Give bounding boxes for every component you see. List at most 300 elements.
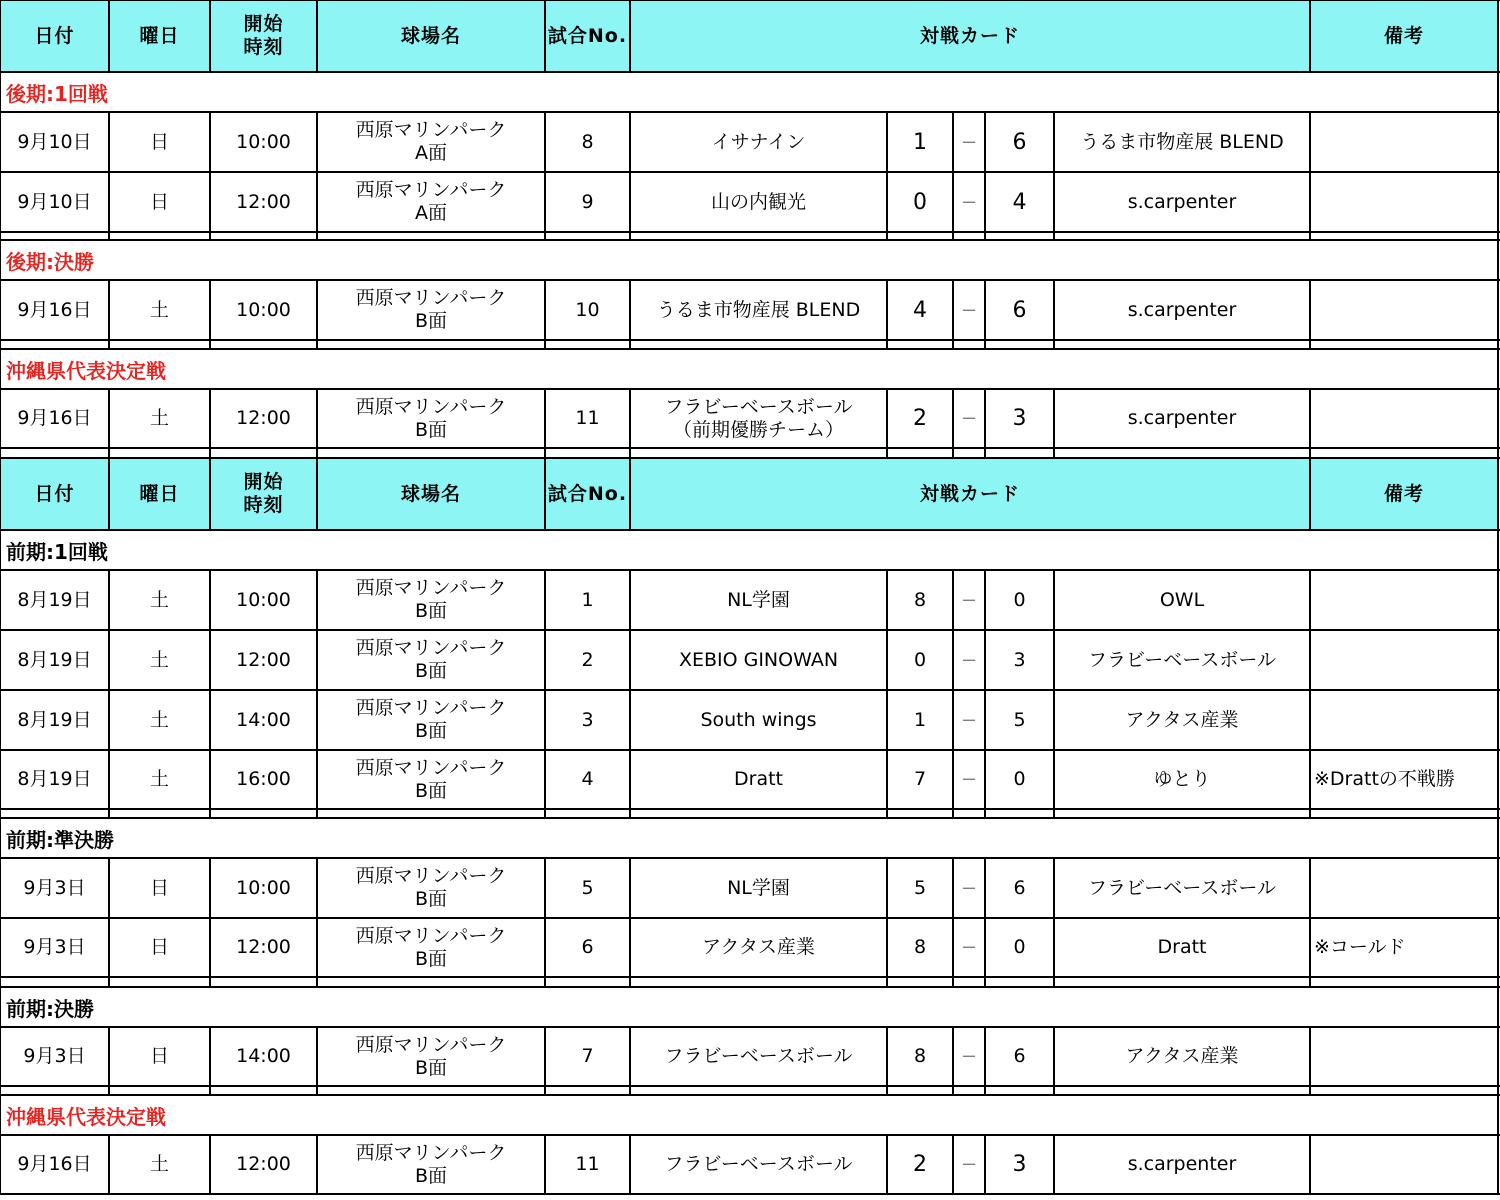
grid-line bbox=[629, 1135, 631, 1194]
grid-line bbox=[108, 458, 110, 530]
score2-cell: 5 bbox=[1013, 708, 1026, 731]
venue-cell: 西原マリンパーク B面 bbox=[355, 395, 507, 441]
score-dash: － bbox=[960, 192, 977, 212]
grid-line bbox=[629, 750, 631, 809]
grid-line bbox=[984, 1135, 986, 1194]
grid-line bbox=[952, 172, 954, 232]
venue-cell: 西原マリンパーク B面 bbox=[355, 697, 507, 742]
team1-cell: アクタス産業 bbox=[701, 936, 816, 958]
grid-line bbox=[0, 1193, 1500, 1195]
date-cell: 8月19日 bbox=[17, 768, 92, 790]
grid-line bbox=[0, 240, 1, 280]
grid-line bbox=[544, 918, 546, 977]
note-cell bbox=[1310, 112, 1500, 172]
time-cell: 14:00 bbox=[236, 1045, 291, 1067]
grid-line bbox=[952, 570, 954, 630]
grid-line bbox=[886, 1027, 888, 1086]
time-cell: 10:00 bbox=[236, 588, 291, 611]
grid-line bbox=[952, 630, 954, 690]
grid-line bbox=[108, 280, 110, 340]
grid-line bbox=[209, 630, 211, 690]
match-no-cell: 2 bbox=[581, 648, 594, 671]
grid-line bbox=[0, 172, 1, 232]
score1-cell: 7 bbox=[913, 768, 927, 790]
grid-line bbox=[952, 280, 954, 340]
venue-cell: 西原マリンパーク B面 bbox=[355, 637, 507, 682]
grid-line bbox=[1497, 458, 1499, 530]
weekday-cell: 土 bbox=[149, 708, 169, 731]
score1-cell: 0 bbox=[913, 648, 927, 671]
grid-line bbox=[316, 389, 318, 448]
team1-cell: イサナイン bbox=[711, 130, 806, 153]
grid-line bbox=[629, 690, 631, 750]
grid-line bbox=[0, 231, 1500, 233]
grid-line bbox=[1053, 112, 1055, 172]
venue-cell: 西原マリンパーク B面 bbox=[355, 924, 507, 970]
team2-cell: Dratt bbox=[1157, 936, 1207, 958]
time-cell: 12:00 bbox=[236, 936, 291, 958]
grid-line bbox=[0, 339, 1500, 341]
grid-line bbox=[209, 1135, 211, 1194]
venue-cell: 西原マリンパーク A面 bbox=[355, 119, 507, 164]
grid-line bbox=[209, 389, 211, 448]
grid-line bbox=[316, 630, 318, 690]
date-cell: 8月19日 bbox=[17, 648, 92, 671]
score2-cell: 6 bbox=[1013, 1045, 1026, 1067]
grid-line bbox=[629, 458, 631, 530]
grid-line bbox=[1053, 630, 1055, 690]
grid-line bbox=[1309, 690, 1311, 750]
grid-line bbox=[1497, 112, 1499, 172]
venue-cell: 西原マリンパーク B面 bbox=[355, 1033, 507, 1079]
grid-line bbox=[0, 0, 1, 72]
grid-line bbox=[209, 918, 211, 977]
match-no-cell: 6 bbox=[581, 936, 594, 958]
grid-line bbox=[0, 1027, 1, 1086]
grid-line bbox=[0, 239, 1500, 241]
team2-cell: OWL bbox=[1159, 588, 1205, 611]
venue-cell: 西原マリンパーク A面 bbox=[355, 179, 507, 224]
score1-cell: 1 bbox=[913, 708, 927, 731]
grid-line bbox=[984, 1027, 986, 1086]
weekday-cell: 日 bbox=[149, 876, 169, 899]
grid-line bbox=[544, 0, 546, 72]
score-dash: － bbox=[960, 770, 977, 789]
score-dash: － bbox=[960, 1155, 977, 1174]
score2-cell: 6 bbox=[1012, 297, 1027, 323]
grid-line bbox=[544, 389, 546, 448]
score-dash: － bbox=[960, 878, 977, 898]
grid-line bbox=[952, 389, 954, 448]
section-title: 前期:1回戦 bbox=[6, 539, 108, 564]
grid-line bbox=[0, 447, 1500, 449]
grid-line bbox=[209, 280, 211, 340]
grid-line bbox=[108, 1135, 110, 1194]
header-notes: 備考 bbox=[1383, 482, 1424, 505]
team1-cell: Dratt bbox=[734, 768, 783, 790]
grid-line bbox=[1309, 1027, 1311, 1086]
grid-line bbox=[209, 0, 211, 72]
grid-line bbox=[0, 918, 1, 977]
grid-line bbox=[1309, 918, 1311, 977]
grid-line bbox=[0, 570, 1, 630]
score2-cell: 0 bbox=[1013, 936, 1026, 958]
score2-cell: 6 bbox=[1013, 876, 1026, 899]
section-title: 沖縄県代表決定戦 bbox=[6, 1104, 166, 1129]
grid-line bbox=[1497, 1135, 1499, 1194]
grid-line bbox=[984, 750, 986, 809]
grid-line bbox=[0, 530, 1, 570]
grid-line bbox=[952, 112, 954, 172]
team1-cell: XEBIO GINOWAN bbox=[678, 648, 839, 671]
grid-line bbox=[886, 172, 888, 232]
grid-line bbox=[1309, 630, 1311, 690]
score2-cell: 6 bbox=[1012, 129, 1027, 155]
grid-line bbox=[1497, 0, 1499, 72]
grid-line bbox=[1497, 630, 1499, 690]
note-cell bbox=[1310, 389, 1500, 448]
grid-line bbox=[544, 858, 546, 918]
note-cell bbox=[1310, 1027, 1500, 1086]
note-cell bbox=[1310, 630, 1500, 690]
grid-line bbox=[316, 280, 318, 340]
match-no-cell: 11 bbox=[575, 407, 600, 429]
team2-cell: s.carpenter bbox=[1127, 407, 1237, 429]
grid-line bbox=[544, 1027, 546, 1086]
grid-line bbox=[1053, 918, 1055, 977]
grid-line bbox=[984, 630, 986, 690]
grid-line bbox=[952, 858, 954, 918]
note-cell bbox=[1310, 172, 1500, 232]
grid-line bbox=[1309, 112, 1311, 172]
weekday-cell: 日 bbox=[149, 1045, 169, 1067]
weekday-cell: 土 bbox=[149, 768, 169, 790]
grid-line bbox=[316, 172, 318, 232]
grid-line bbox=[1497, 240, 1499, 280]
date-cell: 9月3日 bbox=[23, 936, 86, 958]
grid-line bbox=[316, 858, 318, 918]
grid-line bbox=[0, 349, 1, 389]
grid-line bbox=[1309, 172, 1311, 232]
team2-cell: s.carpenter bbox=[1127, 298, 1237, 321]
grid-line bbox=[952, 1027, 954, 1086]
grid-line bbox=[1309, 389, 1311, 448]
grid-line bbox=[1309, 0, 1311, 72]
grid-line bbox=[1309, 1135, 1311, 1194]
match-no-cell: 10 bbox=[575, 298, 600, 321]
score2-cell: 3 bbox=[1013, 648, 1026, 671]
header-venue: 球場名 bbox=[400, 482, 461, 505]
grid-line bbox=[952, 690, 954, 750]
grid-line bbox=[316, 0, 318, 72]
score1-cell: 8 bbox=[913, 588, 927, 611]
grid-line bbox=[1497, 530, 1499, 570]
grid-line bbox=[544, 690, 546, 750]
score-dash: － bbox=[960, 300, 977, 320]
grid-line bbox=[1497, 750, 1499, 809]
grid-line bbox=[1497, 172, 1499, 232]
grid-line bbox=[886, 1135, 888, 1194]
match-no-cell: 3 bbox=[581, 708, 594, 731]
match-no-cell: 9 bbox=[581, 190, 594, 213]
team1-cell: フラビーベースボール （前期優勝チーム） bbox=[664, 395, 853, 441]
header-match-no: 試合No. bbox=[547, 482, 628, 505]
team1-cell: フラビーベースボール bbox=[664, 1153, 853, 1175]
grid-line bbox=[1497, 280, 1499, 340]
score1-cell: 2 bbox=[913, 1152, 927, 1177]
date-cell: 8月19日 bbox=[17, 588, 92, 611]
grid-line bbox=[0, 529, 1500, 531]
grid-line bbox=[209, 458, 211, 530]
grid-line bbox=[1309, 458, 1311, 530]
note-cell: ※コールド bbox=[1314, 936, 1406, 958]
header-notes: 備考 bbox=[1383, 24, 1424, 47]
grid-line bbox=[1497, 918, 1499, 977]
grid-line bbox=[984, 918, 986, 977]
venue-cell: 西原マリンパーク B面 bbox=[355, 756, 507, 802]
team2-cell: ゆとり bbox=[1153, 768, 1211, 790]
team1-cell: うるま市物産展 BLEND bbox=[656, 298, 861, 321]
grid-line bbox=[0, 1085, 1500, 1087]
match-no-cell: 11 bbox=[575, 1153, 600, 1175]
venue-cell: 西原マリンパーク B面 bbox=[355, 1141, 507, 1187]
grid-line bbox=[1497, 818, 1499, 858]
grid-line bbox=[0, 630, 1, 690]
grid-line bbox=[0, 690, 1, 750]
time-cell: 10:00 bbox=[236, 876, 291, 899]
score-dash: － bbox=[960, 710, 977, 730]
grid-line bbox=[1053, 690, 1055, 750]
grid-line bbox=[1053, 1027, 1055, 1086]
score1-cell: 8 bbox=[913, 1045, 927, 1067]
grid-line bbox=[108, 1027, 110, 1086]
header-weekday: 曜日 bbox=[139, 482, 180, 505]
date-cell: 9月16日 bbox=[17, 407, 92, 429]
grid-line bbox=[0, 817, 1500, 819]
time-cell: 12:00 bbox=[236, 1153, 291, 1175]
grid-line bbox=[544, 280, 546, 340]
grid-line bbox=[0, 858, 1, 918]
grid-line bbox=[1497, 389, 1499, 448]
score1-cell: 5 bbox=[913, 876, 927, 899]
grid-line bbox=[629, 1027, 631, 1086]
grid-line bbox=[886, 690, 888, 750]
grid-line bbox=[886, 750, 888, 809]
time-cell: 10:00 bbox=[236, 130, 291, 153]
grid-line bbox=[209, 1027, 211, 1086]
grid-line bbox=[1309, 570, 1311, 630]
grid-line bbox=[886, 112, 888, 172]
grid-line bbox=[1497, 1095, 1499, 1135]
grid-line bbox=[209, 750, 211, 809]
grid-line bbox=[1309, 858, 1311, 918]
grid-line bbox=[629, 280, 631, 340]
grid-line bbox=[0, 1095, 1, 1135]
grid-line bbox=[108, 0, 110, 72]
team2-cell: s.carpenter bbox=[1127, 190, 1237, 213]
grid-line bbox=[316, 458, 318, 530]
score1-cell: 1 bbox=[913, 129, 927, 155]
grid-line bbox=[1309, 750, 1311, 809]
grid-line bbox=[0, 750, 1, 809]
weekday-cell: 土 bbox=[149, 1153, 169, 1175]
grid-line bbox=[1309, 280, 1311, 340]
venue-cell: 西原マリンパーク B面 bbox=[355, 287, 507, 332]
time-cell: 10:00 bbox=[236, 298, 291, 321]
note-cell bbox=[1310, 280, 1500, 340]
header-matchup: 対戦カード bbox=[919, 482, 1020, 505]
grid-line bbox=[544, 112, 546, 172]
time-cell: 12:00 bbox=[236, 190, 291, 213]
grid-line bbox=[629, 858, 631, 918]
grid-line bbox=[544, 570, 546, 630]
grid-line bbox=[984, 690, 986, 750]
grid-line bbox=[1053, 389, 1055, 448]
grid-line bbox=[544, 750, 546, 809]
score2-cell: 3 bbox=[1012, 406, 1027, 431]
grid-line bbox=[544, 458, 546, 530]
grid-line bbox=[108, 750, 110, 809]
grid-line bbox=[544, 1135, 546, 1194]
grid-line bbox=[886, 570, 888, 630]
grid-line bbox=[984, 172, 986, 232]
note-cell bbox=[1310, 858, 1500, 918]
date-cell: 9月10日 bbox=[17, 130, 92, 153]
grid-line bbox=[952, 1135, 954, 1194]
score2-cell: 3 bbox=[1012, 1152, 1027, 1177]
header-date: 日付 bbox=[34, 24, 75, 47]
grid-line bbox=[0, 112, 1, 172]
score-dash: － bbox=[960, 590, 977, 610]
team2-cell: フラビーベースボール bbox=[1088, 648, 1276, 671]
header-venue: 球場名 bbox=[400, 24, 461, 47]
grid-line bbox=[886, 280, 888, 340]
weekday-cell: 土 bbox=[149, 588, 169, 611]
grid-line bbox=[0, 72, 1, 112]
grid-line bbox=[629, 172, 631, 232]
grid-line bbox=[984, 858, 986, 918]
grid-line bbox=[108, 172, 110, 232]
team1-cell: NL学園 bbox=[727, 876, 790, 899]
grid-line bbox=[886, 858, 888, 918]
header-start-time: 開始 時刻 bbox=[243, 471, 284, 516]
grid-line bbox=[886, 389, 888, 448]
note-cell bbox=[1310, 690, 1500, 750]
grid-line bbox=[209, 690, 211, 750]
grid-line bbox=[629, 570, 631, 630]
match-no-cell: 4 bbox=[581, 768, 594, 790]
header-match-no: 試合No. bbox=[547, 24, 628, 47]
grid-line bbox=[316, 1027, 318, 1086]
grid-line bbox=[544, 172, 546, 232]
score-dash: － bbox=[960, 132, 977, 152]
header-weekday: 曜日 bbox=[139, 24, 180, 47]
team2-cell: フラビーベースボール bbox=[1088, 876, 1276, 899]
grid-line bbox=[984, 389, 986, 448]
section-title: 後期:1回戦 bbox=[6, 81, 108, 106]
grid-line bbox=[1053, 172, 1055, 232]
grid-line bbox=[952, 918, 954, 977]
score1-cell: 8 bbox=[913, 936, 927, 958]
grid-line bbox=[0, 348, 1500, 350]
grid-line bbox=[629, 112, 631, 172]
date-cell: 9月10日 bbox=[17, 190, 92, 213]
grid-line bbox=[1053, 1135, 1055, 1194]
score-dash: － bbox=[960, 650, 977, 670]
grid-line bbox=[886, 630, 888, 690]
header-matchup: 対戦カード bbox=[919, 24, 1020, 47]
note-cell bbox=[1310, 1135, 1500, 1194]
section-title: 後期:決勝 bbox=[6, 249, 94, 274]
grid-line bbox=[209, 858, 211, 918]
date-cell: 9月3日 bbox=[23, 1045, 86, 1067]
team2-cell: アクタス産業 bbox=[1125, 1045, 1239, 1067]
score-dash: － bbox=[960, 938, 977, 957]
grid-line bbox=[1497, 987, 1499, 1027]
date-cell: 9月16日 bbox=[17, 1153, 92, 1175]
score2-cell: 0 bbox=[1013, 588, 1026, 611]
score-dash: － bbox=[960, 409, 977, 428]
grid-line bbox=[629, 389, 631, 448]
grid-line bbox=[108, 630, 110, 690]
grid-line bbox=[629, 630, 631, 690]
header-start-time: 開始 時刻 bbox=[243, 13, 284, 58]
grid-line bbox=[629, 0, 631, 72]
grid-line bbox=[1497, 1027, 1499, 1086]
team2-cell: アクタス産業 bbox=[1125, 708, 1239, 731]
grid-line bbox=[108, 389, 110, 448]
weekday-cell: 土 bbox=[149, 407, 169, 429]
grid-line bbox=[108, 112, 110, 172]
grid-line bbox=[952, 750, 954, 809]
grid-line bbox=[316, 750, 318, 809]
grid-line bbox=[1497, 690, 1499, 750]
grid-line bbox=[0, 1094, 1500, 1096]
grid-line bbox=[1497, 570, 1499, 630]
grid-line bbox=[984, 570, 986, 630]
grid-line bbox=[0, 458, 1, 530]
team1-cell: 山の内観光 bbox=[710, 190, 806, 213]
grid-line bbox=[1497, 858, 1499, 918]
team2-cell: s.carpenter bbox=[1127, 1153, 1237, 1175]
team1-cell: フラビーベースボール bbox=[664, 1045, 853, 1067]
weekday-cell: 日 bbox=[149, 936, 169, 958]
match-no-cell: 8 bbox=[581, 130, 594, 153]
grid-line bbox=[209, 570, 211, 630]
match-no-cell: 1 bbox=[581, 588, 594, 611]
team1-cell: NL学園 bbox=[727, 588, 790, 611]
grid-line bbox=[108, 570, 110, 630]
time-cell: 14:00 bbox=[236, 708, 291, 731]
team1-cell: South wings bbox=[700, 708, 817, 731]
note-cell bbox=[1310, 570, 1500, 630]
grid-line bbox=[0, 280, 1, 340]
section-title: 前期:決勝 bbox=[6, 996, 94, 1021]
grid-line bbox=[108, 690, 110, 750]
match-no-cell: 7 bbox=[581, 1045, 594, 1067]
grid-line bbox=[316, 1135, 318, 1194]
venue-cell: 西原マリンパーク B面 bbox=[355, 577, 507, 622]
score-dash: － bbox=[960, 1047, 977, 1066]
grid-line bbox=[1497, 72, 1499, 112]
weekday-cell: 日 bbox=[149, 190, 169, 213]
grid-line bbox=[1053, 280, 1055, 340]
grid-line bbox=[886, 918, 888, 977]
date-cell: 8月19日 bbox=[17, 708, 92, 731]
date-cell: 9月3日 bbox=[23, 876, 86, 899]
match-no-cell: 5 bbox=[581, 876, 594, 899]
grid-line bbox=[209, 172, 211, 232]
